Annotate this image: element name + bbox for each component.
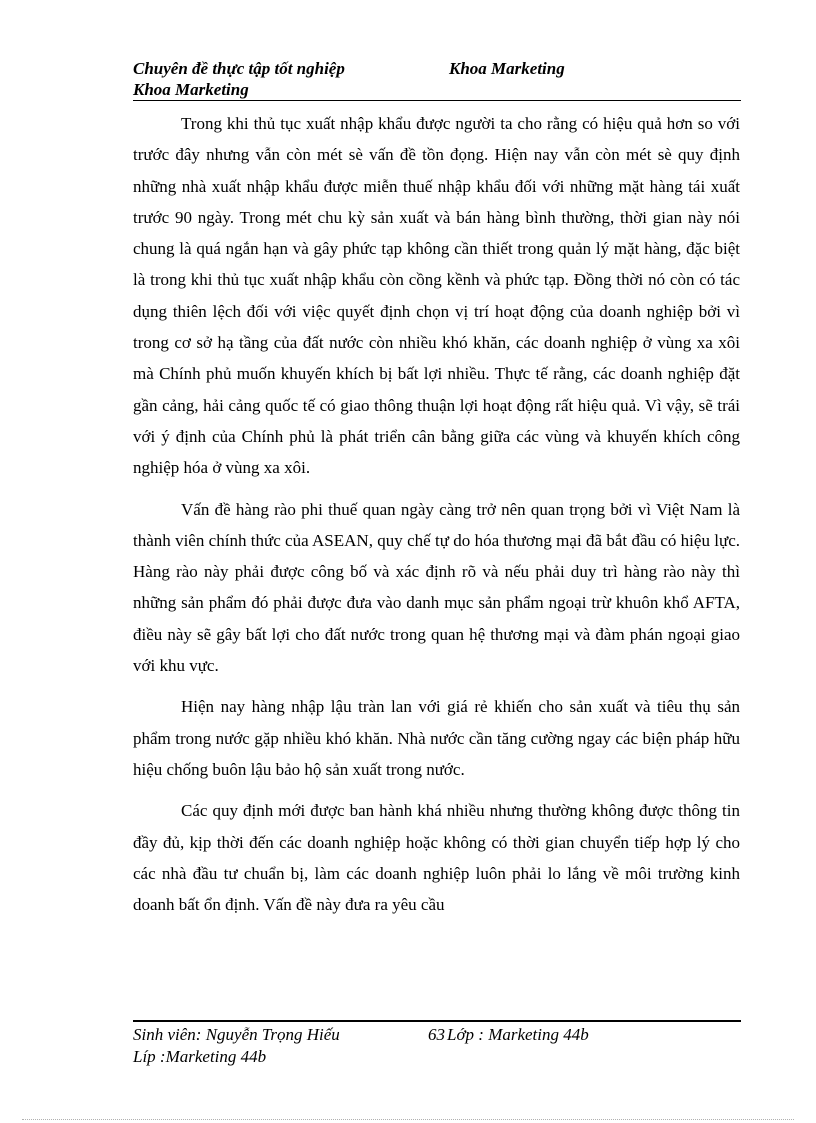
page-header bbox=[133, 58, 741, 100]
paragraph-3: Hiện nay hàng nhập lậu tràn lan với giá rẻ khiến cho sản xuất và tiêu thụ sản phẩm trong nước gặp nhiều khó khăn. Nhà nước cần tăng cường ngay các biện pháp hữu hiệu chống buôn lậu bảo hộ sản xuất trong nước. bbox=[133, 697, 740, 779]
footer-class: Lớp : Marketing 44b bbox=[447, 1025, 589, 1044]
footer-student-name: Sinh viên: Nguyễn Trọng Hiếu bbox=[133, 1025, 340, 1044]
page-footer bbox=[133, 1024, 741, 1068]
header-divider bbox=[133, 100, 741, 101]
header-line-1 bbox=[133, 58, 741, 80]
header-faculty-line-2: Khoa Marketing bbox=[133, 80, 249, 99]
header-faculty: Khoa Marketing bbox=[449, 59, 565, 78]
paragraph-1: Trong khi thủ tục xuất nhập khẩu được người ta cho rằng có hiệu quả hơn so với trước đây nhưng vẫn còn mét sè vấn đề tồn đọng. Hiện nay vẫn còn mét sè quy định những nhà xuất nhập khẩu được miễn thuế nhập khẩu đối với những mặt hàng tái xuất trước 90 ngày. Trong mét chu kỳ sản xuất và bán hàng bình thường, thời gian này nói chung là quá ngắn hạn và gây phức tạp không cần thiết trong quản lý mặt hàng, đặc biệt là trong khi thủ tục xuất nhập khẩu còn cồng kềnh và phức tạp. Đồng thời nó còn có tác dụng thiên lệch đối với việc quyết định chọn vị trí hoạt động của doanh nghiệp bởi vì trong cơ sở hạ tầng của đất nước còn nhiều khó khăn, các doanh nghiệp ở vùng xa xôi mà Chính phủ muốn khuyến khích bị bất lợi nhiều. Thực tế rằng, các doanh nghiệp đặt gần cảng, hải cảng quốc tế có giao thông thuận lợi hoạt động rất hiệu quả. Vì vậy, sẽ trái với ý định của Chính phủ là phát triển cân bằng giữa các vùng và khuyến khích công nghiệp hóa ở vùng xa xôi. bbox=[133, 114, 740, 478]
footer-class-line-2: Líp :Marketing 44b bbox=[133, 1047, 267, 1066]
paragraph-4: Các quy định mới được ban hành khá nhiều nhưng thường không được thông tin đầy đủ, kịp thời đến các doanh nghiệp hoặc không có thời gian chuyển tiếp hợp lý cho các nhà đầu tư chuẩn bị, làm các doanh nghiệp luôn phải lo lắng về môi trường kinh doanh bất ổn định. Vấn đề này đưa ra yêu cầu bbox=[133, 801, 740, 915]
paragraph-2: Vấn đề hàng rào phi thuế quan ngày càng trở nên quan trọng bởi vì Việt Nam là thành viên chính thức của ASEAN, quy chế tự do hóa thương mại đã bắt đầu có hiệu lực. Hàng rào này phải được công bố và xác định rõ và nếu phải duy trì hàng rào này thì những sản phẩm đó phải được đưa vào danh mục sản phẩm ngoại trừ khuôn khổ AFTA, điều này sẽ gây bất lợi cho đất nước trong quan hệ thương mại và đàm phán ngoại giao với khu vực. bbox=[133, 499, 740, 676]
document-body bbox=[133, 108, 740, 930]
page-number: 63 bbox=[428, 1025, 445, 1044]
footer-divider bbox=[133, 1020, 741, 1022]
header-report-title: Chuyên đề thực tập tốt nghiệp bbox=[133, 59, 345, 78]
footer-line-1 bbox=[133, 1024, 741, 1046]
page-bottom-divider bbox=[22, 1119, 794, 1120]
